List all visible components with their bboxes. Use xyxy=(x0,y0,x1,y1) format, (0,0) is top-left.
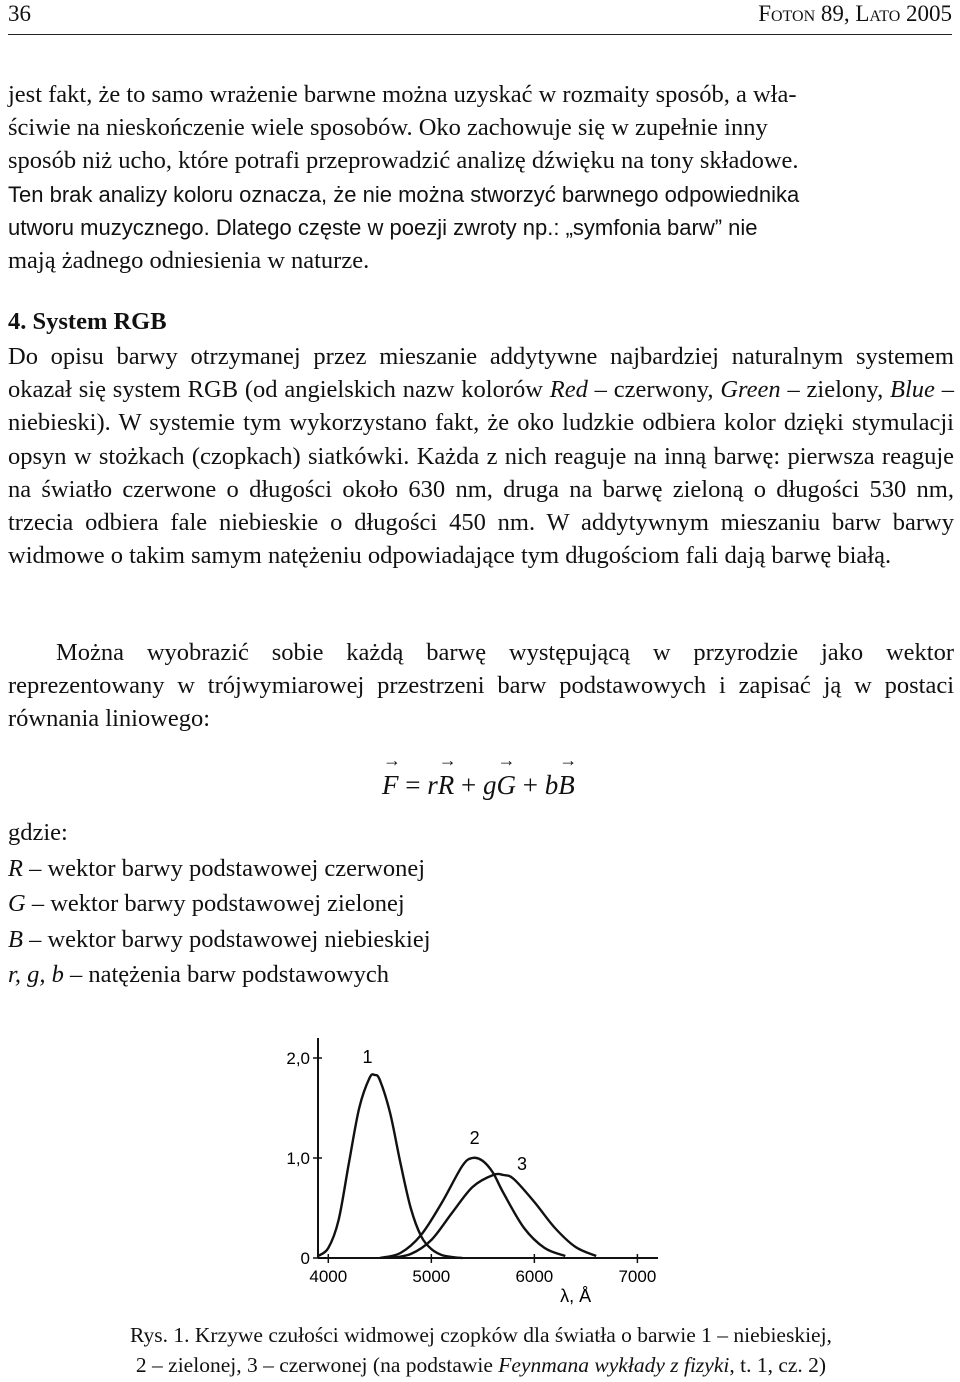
y-tick-label: 2,0 xyxy=(286,1049,310,1068)
figure-caption xyxy=(8,1320,954,1380)
term-red: Red xyxy=(549,376,588,404)
paragraph-intro xyxy=(8,78,954,178)
series-label-2: 2 xyxy=(469,1128,480,1148)
definition-item: R – wektor barwy podstawowej czerwonej xyxy=(8,854,426,882)
definitions-intro: gdzie: xyxy=(8,819,68,846)
x-axis-label: λ, Å xyxy=(560,1286,592,1306)
coef-g: g xyxy=(482,770,497,800)
caption-line: Rys. 1. Krzywe czułości widmowej czopków dla światła o barwie 1 – niebieskiej, xyxy=(130,1323,832,1347)
x-tick-label: 6000 xyxy=(515,1267,554,1286)
page-header xyxy=(8,0,952,35)
term-green: Green xyxy=(720,376,781,404)
text-line: jest fakt, że to samo wrażenie barwne można uzyskać w rozmaity sposób, a wła- xyxy=(8,81,797,108)
term-blue: Blue xyxy=(890,376,935,404)
paragraph-vector: Można wyobrazić sobie każdą barwę występującą w przyrodzie jako wektor reprezentowany w trójwymiarowej przestrzeni barw podstawowych i zapisać ją w postaci równania liniowego: xyxy=(8,639,954,733)
vector-F: → F xyxy=(382,770,399,801)
text-line: ściwie na nieskończenie wiele sposobów. Oko zachowuje się w zupełnie inny xyxy=(8,114,768,142)
paragraph-intro-end xyxy=(8,244,954,277)
vector-B: → B xyxy=(558,770,575,801)
coef-b: b xyxy=(544,770,559,800)
y-tick-label: 1,0 xyxy=(286,1149,310,1168)
text-line: mają żadnego odniesienia w naturze. xyxy=(8,247,370,274)
text-line: utworu muzycznego. Dlatego częste w poezji zwroty np.: „symfonia barw” nie xyxy=(8,215,758,241)
x-tick-label: 4000 xyxy=(309,1267,348,1286)
page-number: 36 xyxy=(8,1,31,26)
section-heading: 4. System RGB xyxy=(8,308,167,335)
definition-item: B – wektor barwy podstawowej niebieskiej xyxy=(8,925,431,953)
paragraph-rgb: Do opisu barwy otrzymanej przez mieszanie addytywne najbardziej naturalnym systemem okazał się system RGB (od angielskich nazw kolorów Red – czerwony, Green – zielony, Blue – niebieski). W systemie tym wykorzystano fakt, że oko ludzkie odbiera kolor dzięki stymulacji opsyn w stożkach (czopkach) siatkówki. Każda z nich reaguje na inną barwę: pierwsza reaguje na światło czerwone o długości około 630 nm, druga na barwę zieloną o długości 530 nm, trzecia odbiera fale niebieskie o długości 450 nm. W addytywnym mieszaniu barw barwy widmowe o takim samym natężeniu odpowiadające tym długościom fali dają barwę białą. xyxy=(8,343,955,570)
sensitivity-chart xyxy=(270,1010,670,1310)
text-line: Ten brak analizy koloru oznacza, że nie można stworzyć barwnego odpowiednika xyxy=(8,182,800,207)
caption-line: 2 – zielonej, 3 – czerwonej (na podstawie Feynmana wykłady z fizyki, t. 1, cz. 2) xyxy=(135,1353,827,1377)
text-line: sposób niż ucho, które potrafi przeprowadzić analizę dźwięku na tony składowe. xyxy=(8,147,799,175)
journal-running-head: Foton 89, Lato 2005 xyxy=(758,1,952,26)
definitions-list xyxy=(8,815,431,993)
vector-G: → G xyxy=(496,770,516,801)
series-label-1: 1 xyxy=(362,1047,373,1067)
paragraph-intro-continued xyxy=(8,178,954,244)
series-label-3: 3 xyxy=(516,1154,528,1174)
x-tick-label: 5000 xyxy=(412,1267,451,1286)
coef-r: r xyxy=(427,770,438,800)
series-line-3 xyxy=(390,1174,596,1258)
definition-item: G – wektor barwy podstawowej zielonej xyxy=(8,890,405,917)
x-tick-label: 7000 xyxy=(618,1267,657,1286)
series-line-2 xyxy=(380,1158,565,1258)
rgb-equation: → F = r→ R + g→ G + b→ B xyxy=(382,770,575,801)
definition-item: r, g, b – natężenia barw podstawowych xyxy=(8,961,390,988)
vector-R: → R xyxy=(438,770,455,801)
y-tick-label: 0 xyxy=(300,1249,310,1268)
